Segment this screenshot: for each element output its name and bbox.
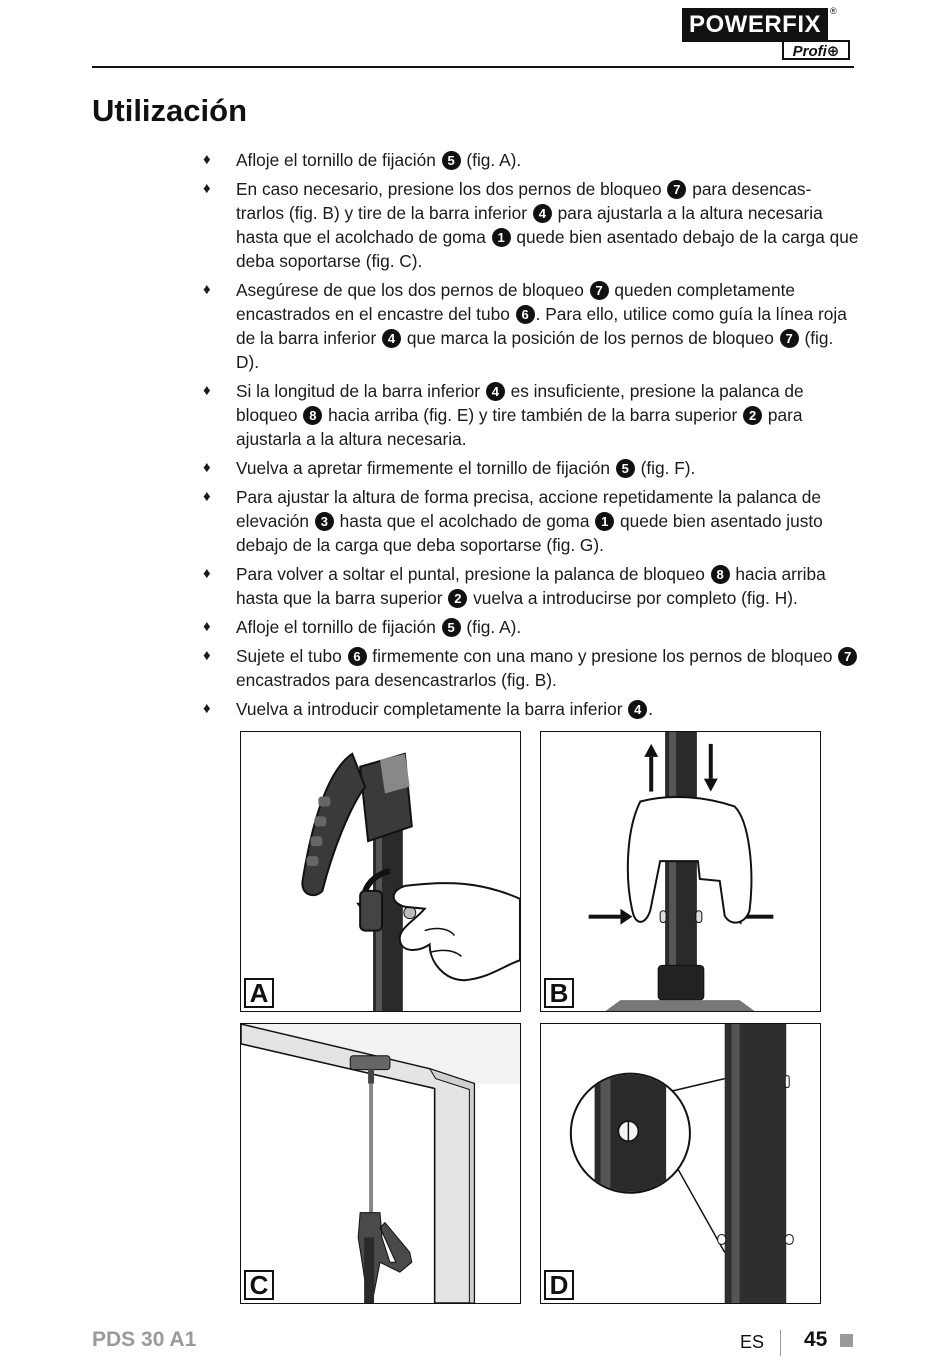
footer-model-number: PDS 30 A1 [92, 1328, 197, 1351]
part-number-badge: 8 [711, 565, 730, 584]
brand-logo [682, 8, 854, 60]
footer-square-icon [840, 1334, 853, 1347]
figure-a [240, 731, 521, 1012]
brand-registered-mark: ® [830, 6, 837, 16]
list-item: ♦ Sujete el tubo 6 firmemente con una mano y presione los pernos de bloqueo 7 encastrados para desencastrarlos (fig. B). [200, 644, 860, 692]
diamond-bullet-icon: ♦ [203, 700, 211, 717]
footer-page-number: 45 [804, 1328, 828, 1351]
list-item: ♦ Vuelva a introducir completamente la barra inferior 4 . [203, 699, 654, 719]
unlock-pins-illustration [541, 732, 820, 1011]
part-number-badge: 4 [486, 382, 505, 401]
list-item: ♦ Afloje el tornillo de fijación 5 (fig. A). [203, 617, 522, 637]
doorframe-support-illustration [241, 1024, 520, 1303]
figure-d [540, 1023, 821, 1304]
part-number-badge: 8 [303, 406, 322, 425]
list-item: ♦ Si la longitud de la barra inferior 4 es insuficiente, presione la palanca de bloqueo 8 hacia arriba (fig. E) y tire también de la barra superior 2 para ajustarla a la altura necesaria. [203, 381, 804, 449]
diamond-bullet-icon: ♦ [203, 151, 211, 168]
part-number-badge: 1 [492, 228, 511, 247]
part-number-badge: 1 [595, 512, 614, 531]
diamond-bullet-icon: ♦ [203, 488, 211, 505]
part-number-badge: 7 [667, 180, 686, 199]
part-number-badge: 5 [616, 459, 635, 478]
part-number-badge: 5 [442, 151, 461, 170]
list-item: ♦ En caso necesario, presione los dos pernos de bloqueo 7 para desencas- trarlos (fig. B) y tire de la barra inferior 4 para ajustarla a la altura necesaria hasta que el acolchado de goma 1 quede bien asentado debajo de la carga que deba soportarse (fig. C). [203, 179, 859, 271]
diamond-bullet-icon: ♦ [203, 180, 211, 197]
part-number-badge: 6 [348, 647, 367, 666]
diamond-bullet-icon: ♦ [203, 647, 211, 664]
figure-label: B [544, 978, 574, 1008]
list-item: ♦ Vuelva a apretar firmemente el tornillo de fijación 5 (fig. F). [203, 458, 696, 478]
page-title: Utilización [92, 93, 248, 128]
diamond-bullet-icon: ♦ [203, 382, 211, 399]
locking-pin-detail-illustration [541, 1024, 820, 1303]
footer-language: ES [740, 1332, 765, 1352]
figure-label: D [544, 1270, 574, 1300]
brand-name: POWERFIX [682, 8, 828, 42]
diamond-bullet-icon: ♦ [203, 565, 211, 582]
part-number-badge: 4 [533, 204, 552, 223]
part-number-badge: 4 [382, 329, 401, 348]
header-rule [92, 66, 854, 68]
part-number-badge: 3 [315, 512, 334, 531]
figure-label: C [244, 1270, 274, 1300]
part-number-badge: 4 [628, 700, 647, 719]
figure-label: A [244, 978, 274, 1008]
part-number-badge: 2 [743, 406, 762, 425]
part-number-badge: 6 [516, 305, 535, 324]
footer-divider [780, 1330, 781, 1356]
part-number-badge: 2 [448, 589, 467, 608]
part-number-badge: 7 [838, 647, 857, 666]
figure-c [240, 1023, 521, 1304]
diamond-bullet-icon: ♦ [203, 281, 211, 298]
list-item: ♦ Afloje el tornillo de fijación 5 (fig. A). [203, 150, 522, 170]
part-number-badge: 5 [442, 618, 461, 637]
list-item: ♦ Para ajustar la altura de forma precisa, accione repetidamente la palanca de elevación 3 hasta que el acolchado de goma 1 quede bien asentado justo debajo de la carga que deba soportarse (fig. G). [203, 487, 823, 555]
list-item: ♦ Para volver a soltar el puntal, presione la palanca de bloqueo 8 hacia arriba hasta que la barra superior 2 vuelva a introducirse por completo (fig. H). [203, 564, 826, 608]
part-number-badge: 7 [780, 329, 799, 348]
loosen-screw-illustration [241, 732, 520, 1011]
part-number-badge: 7 [590, 281, 609, 300]
diamond-bullet-icon: ♦ [203, 459, 211, 476]
diamond-bullet-icon: ♦ [203, 618, 211, 635]
brand-sub-logo: Profi⊕ [782, 40, 850, 60]
list-item: ♦ Asegúrese de que los dos pernos de bloqueo 7 queden completamente encastrados en el encastre del tubo 6 . Para ello, utilice como guía la línea roja de la barra inferior 4 que marca la posición de los pernos de bloqueo 7 (fig. D). [203, 280, 847, 372]
instruction-list [200, 148, 860, 726]
figure-b [540, 731, 821, 1012]
